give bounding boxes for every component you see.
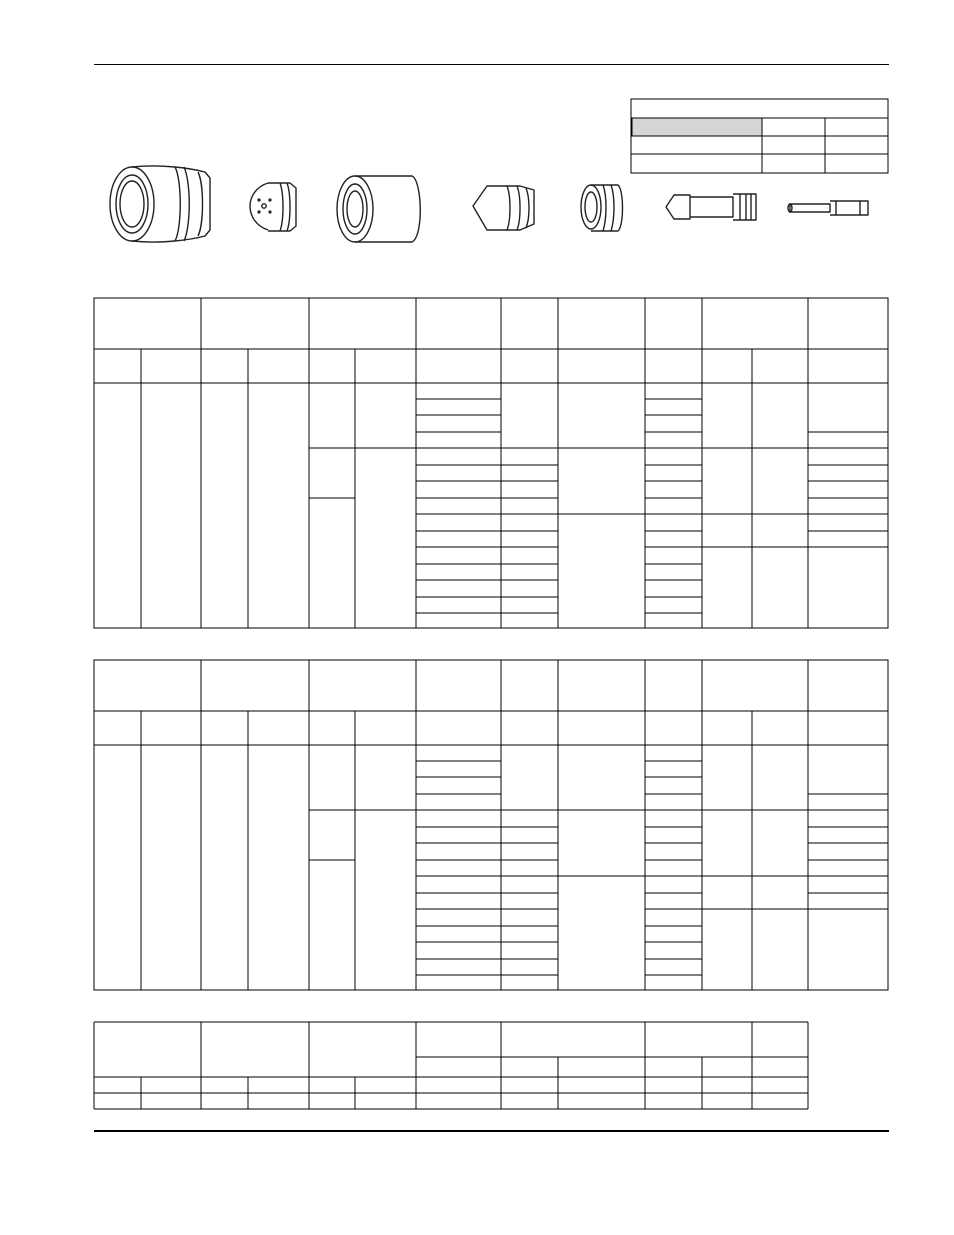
data-table <box>94 660 888 990</box>
data-table <box>94 298 888 628</box>
reference-table-shaded-cell <box>632 118 762 136</box>
